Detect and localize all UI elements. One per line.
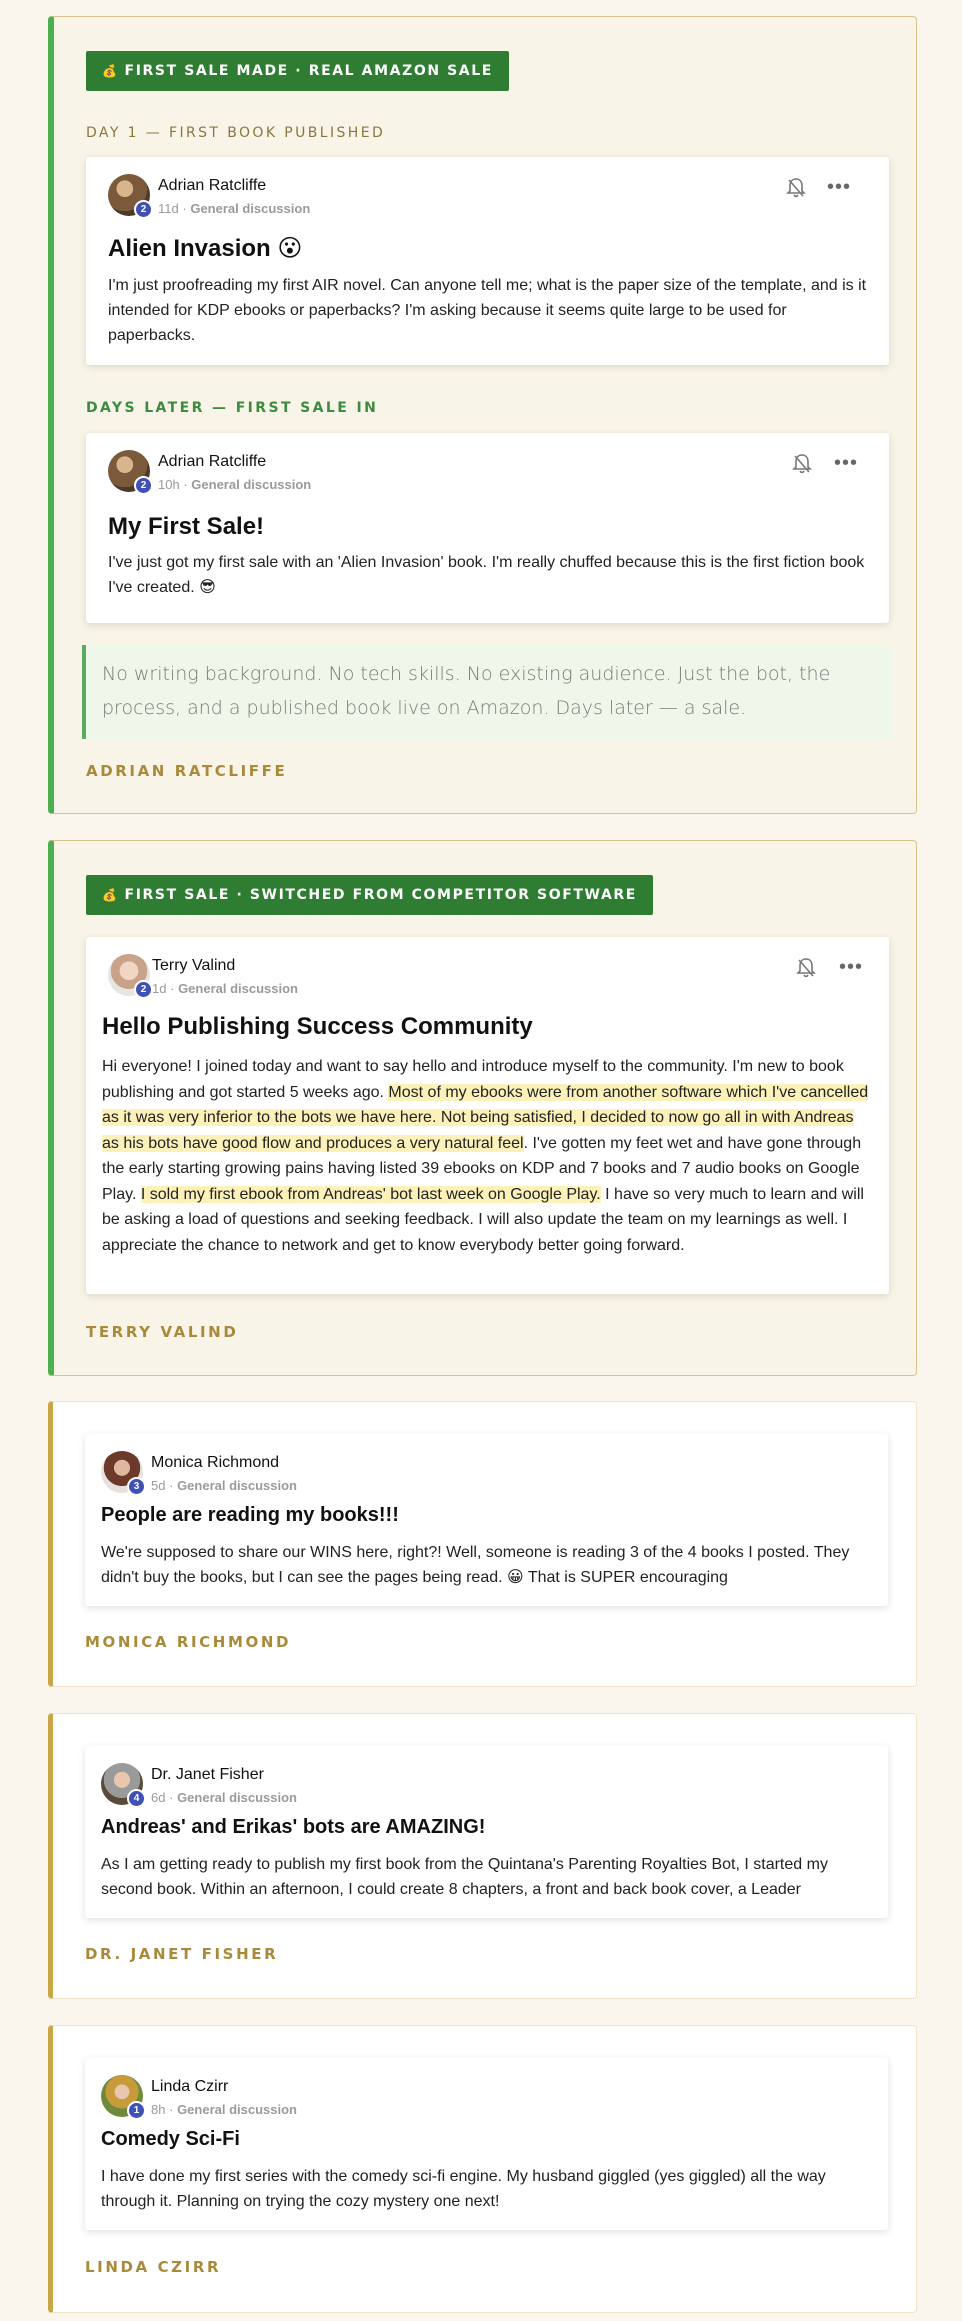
level-badge: 3 bbox=[127, 1477, 146, 1496]
avatar[interactable] bbox=[108, 174, 150, 216]
bell-off-icon[interactable] bbox=[792, 453, 812, 475]
post-card[interactable] bbox=[85, 1746, 888, 1918]
author-name[interactable]: Adrian Ratcliffe bbox=[158, 453, 267, 470]
post-meta: 6d · General discussion bbox=[151, 1790, 297, 1805]
post-body: Hi everyone! I joined today and want to say hello and introduce myself to the community. I'm new to book publishing and got started 5 weeks ago. Most of my ebooks were from another software which I've cancelled as it was very inferior to the bots we have here. Not being satisfied, I decided to now go all in with Andreas as his bots have good flow and produces a very natural feel. I've gotten my feet wet and have gone through the early starting growing pains having listed 39 ebooks on KDP and 7 books and 7 audio books on Google Play. I sold my first ebook from Andreas' bot last week on Google Play. I have so very much to learn and will be asking a load of questions and seeking feedback. I will also update the team on my learnings as well. I appreciate the chance to network and get to know everybody better going forward. bbox=[102, 1058, 869, 1254]
level-badge: 4 bbox=[127, 1789, 146, 1808]
testimonial-signature: LINDA CZIRR bbox=[85, 2258, 222, 2276]
author-name[interactable]: Dr. Janet Fisher bbox=[151, 1766, 264, 1783]
avatar[interactable] bbox=[101, 1451, 143, 1493]
author-name[interactable]: Monica Richmond bbox=[151, 1454, 280, 1471]
author-name[interactable]: Adrian Ratcliffe bbox=[158, 177, 267, 194]
sale-badge: 💰 FIRST SALE MADE · REAL AMAZON SALE bbox=[86, 51, 509, 91]
highlighted-text: I sold my first ebook from Andreas' bot last week on Google Play. bbox=[140, 1185, 601, 1203]
testimonial-signature: TERRY VALIND bbox=[86, 1323, 239, 1341]
highlighted-text: Most of my ebooks were from another software which I've cancelled as it was very inferior to the bots we have here. Not being satisfied, I decided to now go all in with Andreas as his bots have good flow and produces a very natural feel bbox=[102, 1083, 869, 1152]
post-card[interactable] bbox=[86, 433, 889, 623]
testimonial-signature: DR. JANET FISHER bbox=[85, 1945, 279, 1963]
level-badge: 2 bbox=[134, 476, 153, 495]
author-name[interactable]: Linda Czirr bbox=[151, 2078, 229, 2095]
post-meta: 1d · General discussion bbox=[152, 981, 298, 996]
post-meta: 11d · General discussion bbox=[158, 201, 311, 216]
post-card[interactable] bbox=[85, 1434, 888, 1606]
post-title[interactable]: People are reading my books!!! bbox=[101, 1504, 399, 1526]
post-meta: 10h · General discussion bbox=[158, 477, 312, 492]
post-body: I've just got my first sale with an 'Alien Invasion' book. I'm really chuffed because this is the first fiction book I've created. 😎 bbox=[108, 554, 865, 596]
money-bag-icon: 💰 bbox=[102, 888, 119, 902]
post-body: We're supposed to share our WINS here, right?! Well, someone is reading 3 of the 4 books I posted. They didn't buy the books, but I can see the pages being read. 😀 That is SUPER encouraging bbox=[101, 1544, 850, 1586]
post-body: I'm just proofreading my first AIR novel. Can anyone tell me; what is the paper size of the template, and is it intended for KDP ebooks or paperbacks? I'm asking because it seems quite large to be used for paperbacks. bbox=[108, 277, 867, 344]
avatar[interactable] bbox=[108, 450, 150, 492]
more-options-icon[interactable]: ••• bbox=[827, 176, 852, 198]
post-body: As I am getting ready to publish my first book from the Quintana's Parenting Royalties Bot, I started my second book. Within an afternoon, I could create 8 chapters, a front and back book cover, a Leader bbox=[101, 1856, 828, 1898]
avatar[interactable] bbox=[101, 2075, 143, 2117]
post-body: I have done my first series with the comedy sci-fi engine. My husband giggled (yes giggled) all the way through it. Planning on trying the cozy mystery one next! bbox=[101, 2168, 826, 2210]
bell-off-icon[interactable] bbox=[786, 177, 806, 199]
bell-off-icon[interactable] bbox=[796, 957, 816, 979]
testimonial-card-terry bbox=[48, 840, 917, 1376]
post-meta: 5d · General discussion bbox=[151, 1478, 297, 1493]
post-card[interactable] bbox=[86, 937, 889, 1294]
testimonial-signature: ADRIAN RATCLIFFE bbox=[86, 762, 288, 780]
level-badge: 2 bbox=[134, 980, 153, 999]
stage-label: DAY 1 — FIRST BOOK PUBLISHED bbox=[86, 125, 386, 141]
testimonial-card-janet bbox=[48, 1713, 917, 1999]
testimonial-card-adrian bbox=[48, 16, 917, 814]
post-card[interactable] bbox=[85, 2058, 888, 2230]
stage-label: DAYS LATER — FIRST SALE IN bbox=[86, 400, 379, 416]
post-title[interactable]: Andreas' and Erikas' bots are AMAZING! bbox=[101, 1816, 486, 1838]
testimonial-card-linda bbox=[48, 2025, 917, 2313]
more-options-icon[interactable]: ••• bbox=[839, 956, 864, 978]
post-title[interactable]: My First Sale! bbox=[108, 513, 265, 540]
testimonial-quote: No writing background. No tech skills. No existing audience. Just the bot, the process, and a published book live on Amazon. Days later — a sale. bbox=[82, 645, 893, 739]
avatar[interactable] bbox=[108, 954, 150, 996]
post-title[interactable]: Alien Invasion 😮 bbox=[108, 235, 303, 262]
testimonial-card-monica bbox=[48, 1401, 917, 1687]
post-title[interactable]: Hello Publishing Success Community bbox=[102, 1013, 533, 1040]
sale-badge: 💰 FIRST SALE · SWITCHED FROM COMPETITOR SOFTWARE bbox=[86, 875, 653, 915]
post-card[interactable] bbox=[86, 157, 889, 365]
avatar[interactable] bbox=[101, 1763, 143, 1805]
author-name[interactable]: Terry Valind bbox=[152, 957, 236, 974]
more-options-icon[interactable]: ••• bbox=[834, 452, 859, 474]
money-bag-icon: 💰 bbox=[102, 64, 119, 78]
post-title[interactable]: Comedy Sci-Fi bbox=[101, 2128, 240, 2150]
testimonial-signature: MONICA RICHMOND bbox=[85, 1633, 292, 1651]
level-badge: 1 bbox=[127, 2101, 146, 2120]
post-meta: 8h · General discussion bbox=[151, 2102, 297, 2117]
level-badge: 2 bbox=[134, 200, 153, 219]
